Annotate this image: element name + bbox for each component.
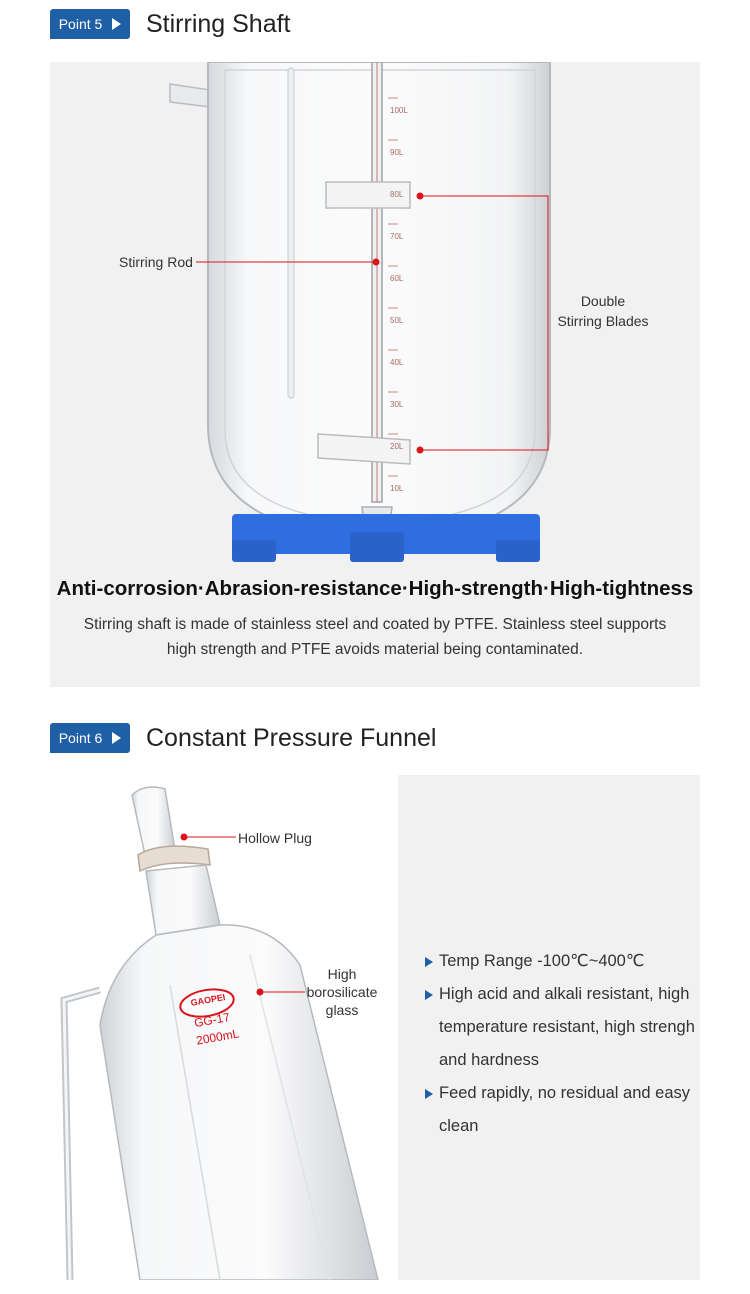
feature-separator: · xyxy=(401,577,409,600)
callout-line: glass xyxy=(325,1002,359,1018)
point-badge-label: Point 6 xyxy=(58,730,103,746)
play-triangle-icon xyxy=(112,732,121,744)
callout-stirring-blades xyxy=(553,291,653,331)
point-badge xyxy=(50,723,130,753)
funnel-illustration xyxy=(50,775,398,1280)
description-text: Stirring shaft is made of stainless steel and coated by PTFE. Stainless steel supports high strength and PTFE avoids material being contaminated. xyxy=(83,616,667,658)
feature-separator: · xyxy=(543,577,550,600)
stirring-shaft-panel xyxy=(50,62,700,687)
glass-brand-marking: GAOPEI xyxy=(189,992,227,1008)
callout-borosilicate-glass xyxy=(302,965,382,1019)
scale-mark: 70L xyxy=(390,232,404,241)
bullet-triangle-icon xyxy=(425,990,433,1000)
scale-mark: 60L xyxy=(390,274,404,283)
callout-line: High xyxy=(327,966,357,982)
feature-separator: · xyxy=(197,577,205,600)
section6-header xyxy=(50,718,436,758)
callout-line: Stirring Blades xyxy=(557,313,649,329)
list-item xyxy=(425,945,705,978)
funnel-feature-list xyxy=(425,945,705,1143)
bullet-triangle-icon xyxy=(425,957,433,967)
list-item xyxy=(425,1077,705,1143)
section5-header xyxy=(50,4,291,44)
scale-mark: 10L xyxy=(390,484,404,493)
list-item xyxy=(425,978,705,1077)
section-title: Stirring Shaft xyxy=(146,9,291,38)
point-badge-label: Point 5 xyxy=(58,16,103,32)
section-title: Constant Pressure Funnel xyxy=(146,723,437,752)
callout-stirring-rod: Stirring Rod xyxy=(119,254,193,270)
list-item-text: Temp Range -100℃~400℃ xyxy=(439,952,645,970)
scale-mark: 20L xyxy=(390,442,404,451)
feature-item: Abrasion-resistance xyxy=(204,577,402,600)
callout-line: borosilicate xyxy=(306,984,378,1000)
point-badge xyxy=(50,9,130,39)
scale-mark: 50L xyxy=(390,316,404,325)
funnel-image xyxy=(50,775,398,1280)
play-triangle-icon xyxy=(112,18,121,30)
callout-line: Double xyxy=(580,293,626,309)
list-item-text: Feed rapidly, no residual and easy clean xyxy=(439,1084,691,1135)
feature-item: Anti-corrosion xyxy=(56,577,198,600)
scale-mark: 100L xyxy=(390,106,408,115)
glass-volume-marking: 2000mL xyxy=(195,1026,241,1048)
feature-item: High-strength xyxy=(408,577,544,600)
scale-mark: 80L xyxy=(390,190,404,199)
feature-item: High-tightness xyxy=(549,577,694,600)
bullet-triangle-icon xyxy=(425,1089,433,1099)
features-headline xyxy=(50,577,700,601)
scale-mark: 90L xyxy=(390,148,404,157)
volume-scale xyxy=(390,90,420,510)
scale-mark: 40L xyxy=(390,358,404,367)
callout-hollow-plug: Hollow Plug xyxy=(238,830,312,846)
scale-mark: 30L xyxy=(390,400,404,409)
glass-grade-marking: GG-17 xyxy=(193,1009,231,1031)
list-item-text: High acid and alkali resistant, high temperature resistant, high strengh and hardness xyxy=(439,985,695,1069)
